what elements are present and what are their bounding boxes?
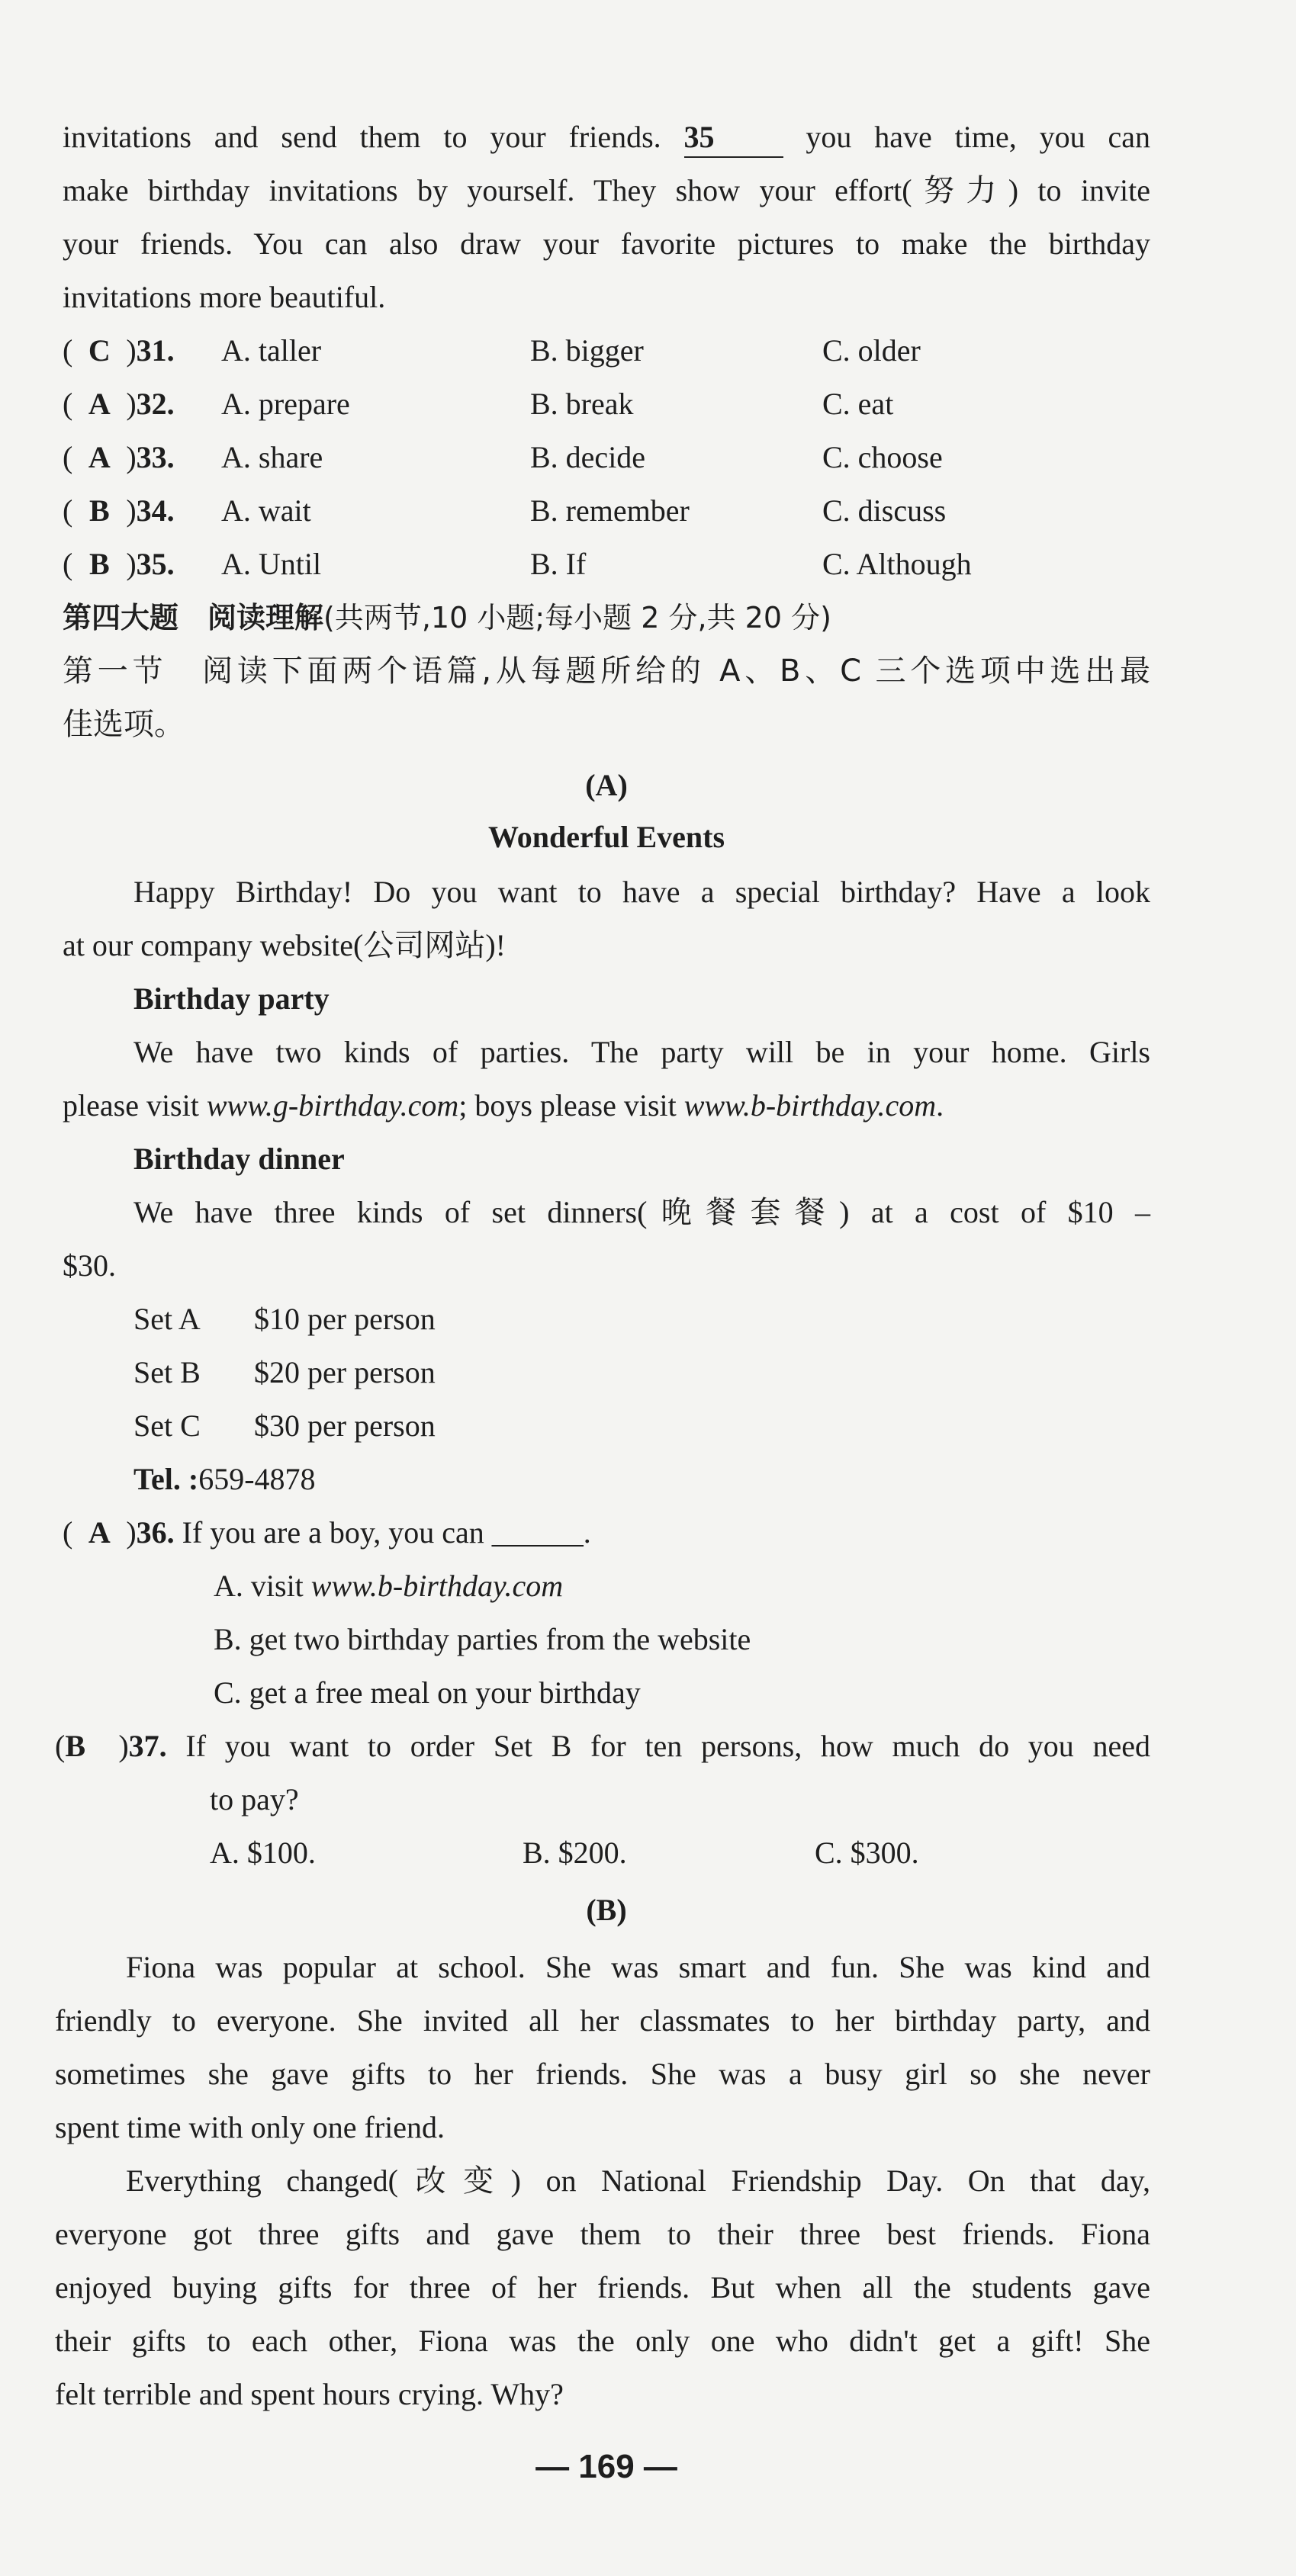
set-c-price: $30 per person xyxy=(254,1408,436,1443)
option-34-b: B. remember xyxy=(530,493,690,528)
answer-31: C xyxy=(88,333,111,368)
option-36-c: C. get a free meal on your birthday xyxy=(214,1675,641,1710)
answer-35: B xyxy=(88,547,110,581)
answer-37: B xyxy=(65,1729,86,1763)
birthday-party-text-1: We have two kinds of parties. The party will be in your home. Girls xyxy=(133,1035,1150,1069)
passage-b-tag: (B) xyxy=(586,1893,627,1927)
girls-website-link: www.g-birthday.com xyxy=(206,1088,459,1123)
passage-b-p2-line-2: everyone got three gifts and gave them to their three best friends. Fiona xyxy=(55,2217,1150,2251)
option-35-a: A. Until xyxy=(221,547,322,581)
passage-a-intro-1: Happy Birthday! Do you want to have a special birthday? Have a look xyxy=(133,875,1150,909)
set-a-price: $10 per person xyxy=(254,1302,436,1336)
set-b-price: $20 per person xyxy=(254,1355,436,1389)
option-36-a: A. visit www.b-birthday.com xyxy=(214,1569,564,1603)
option-34-a: A. wait xyxy=(221,493,311,528)
birthday-dinner-text-1: We have three kinds of set dinners(晚餐套餐) at a cost of $10 – xyxy=(133,1195,1150,1229)
question-33: ( A )33. xyxy=(63,438,175,477)
passage-b-p2-line-3: enjoyed buying gifts for three of her friends. But when all the students gave xyxy=(55,2270,1150,2305)
passage-a-title: Wonderful Events xyxy=(487,820,725,854)
passage-b-p1-line-3: sometimes she gave gifts to her friends. She was a busy girl so she never xyxy=(55,2057,1150,2091)
option-31-c: C. older xyxy=(822,333,921,368)
option-32-b: B. break xyxy=(530,387,634,421)
cloze-line-3: your friends. You can also draw your favorite pictures to make the birthday xyxy=(63,226,1150,261)
cloze-line-1 xyxy=(63,118,1150,158)
option-31-a: A. taller xyxy=(221,333,322,368)
option-35-c: C. Although xyxy=(822,547,972,581)
birthday-party-heading: Birthday party xyxy=(133,981,330,1016)
answer-36: A xyxy=(88,1515,111,1550)
page-number: — 169 — xyxy=(535,2448,677,2485)
passage-b-p2-line-1: Everything changed(改变) on National Friendship Day. On that day, xyxy=(126,2163,1150,2198)
option-37-c: C. $300. xyxy=(815,1836,919,1870)
passage-a-tag: (A) xyxy=(585,768,628,802)
option-33-c: C. choose xyxy=(822,440,943,474)
boys-website-link: www.b-birthday.com xyxy=(683,1088,937,1123)
answer-33: A xyxy=(88,440,111,474)
part1-instruction-2: 佳选项。 xyxy=(63,707,185,742)
question-34: ( B )34. xyxy=(63,492,175,530)
birthday-dinner-heading: Birthday dinner xyxy=(133,1142,345,1176)
option-37-a: A. $100. xyxy=(210,1836,316,1870)
part1-instruction-1: 第一节 阅读下面两个语篇,从每题所给的 A、B、C 三个选项中选出最 xyxy=(63,654,1150,689)
telephone: Tel. :659-4878 xyxy=(133,1462,316,1496)
option-34-c: C. discuss xyxy=(822,493,947,528)
answer-32: A xyxy=(88,387,111,421)
question-37-line-1: (B )37. If you want to order Set B for ten persons, how much do you need xyxy=(55,1727,1150,1765)
passage-b-p2-line-5: felt terrible and spent hours crying. Why? xyxy=(55,2377,564,2411)
option-31-b: B. bigger xyxy=(530,333,644,368)
section-heading: 第四大题 阅读理解(共两节,10 小题;每小题 2 分,共 20 分) xyxy=(63,601,831,634)
set-a-name: Set A xyxy=(133,1302,201,1336)
option-33-a: A. share xyxy=(221,440,323,474)
question-31: ( C )31. xyxy=(63,332,175,370)
set-b-name: Set B xyxy=(133,1355,201,1389)
birthday-dinner-text-2: $30. xyxy=(63,1248,116,1283)
question-37-line-2: to pay? xyxy=(210,1782,299,1816)
question-32: ( A )32. xyxy=(63,385,175,423)
passage-a-intro-2: at our company website(公司网站)! xyxy=(63,928,506,962)
cloze-text: you have time, you can xyxy=(806,120,1151,154)
option-36-b: B. get two birthday parties from the website xyxy=(214,1622,751,1656)
option-37-b: B. $200. xyxy=(523,1836,627,1870)
passage-b-p2-line-4: their gifts to each other, Fiona was the only one who didn't get a gift! She xyxy=(55,2324,1150,2358)
option-35-b: B. If xyxy=(530,547,587,581)
option-32-c: C. eat xyxy=(822,387,894,421)
answer-34: B xyxy=(88,493,110,528)
option-33-b: B. decide xyxy=(530,440,646,474)
question-35: ( B )35. xyxy=(63,545,175,583)
cloze-blank-35: 35 xyxy=(684,118,783,158)
cloze-line-2: make birthday invitations by yourself. They show your effort(努力) to invite xyxy=(63,173,1150,207)
cloze-line-4: invitations more beautiful. xyxy=(63,280,386,314)
passage-b-p1-line-4: spent time with only one friend. xyxy=(55,2110,445,2144)
birthday-party-text-2: please visit www.g-birthday.com; boys please visit www.b-birthday.com. xyxy=(63,1088,944,1123)
passage-b-p1-line-1: Fiona was popular at school. She was smart and fun. She was kind and xyxy=(126,1950,1150,1984)
set-c-name: Set C xyxy=(133,1408,201,1443)
question-36: ( A )36. If you are a boy, you can ______. xyxy=(63,1514,591,1552)
option-32-a: A. prepare xyxy=(221,387,350,421)
passage-b-p1-line-2: friendly to everyone. She invited all her classmates to her birthday party, and xyxy=(55,2003,1150,2038)
cloze-text: invitations and send them to your friends. xyxy=(63,120,661,154)
